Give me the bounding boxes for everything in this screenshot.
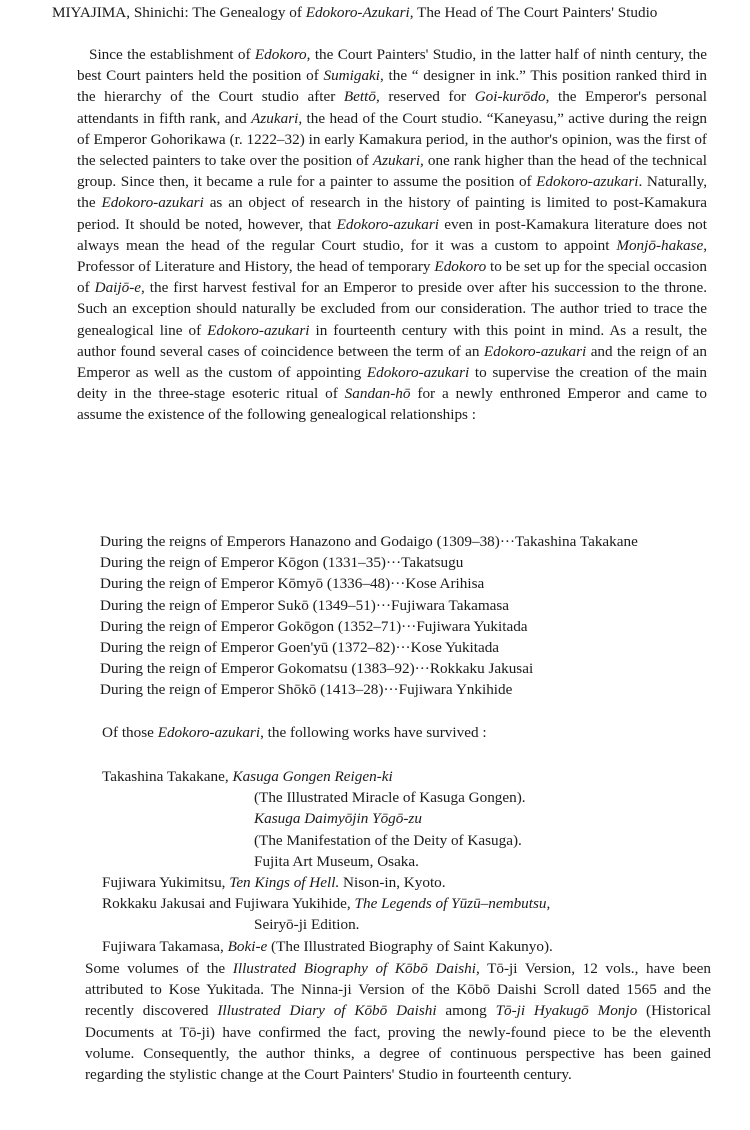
italic-term: The Legends of Yūzū–nembutsu [354,895,547,913]
works-intro [102,722,702,743]
italic-term: Bettō [343,88,376,106]
article-title: MIYAJIMA, Shinichi: The Genealogy of Edokoro-Azukari, The Head of The Court Painters' Studio [52,4,658,21]
text-run: , the following works have survived : [260,724,487,741]
italic-term: Illustrated Biography of Kōbō Daishi [232,960,476,977]
italic-term: Illustrated Diary of Kōbō Daishi [217,1002,437,1020]
text-run: , reserved for [375,88,475,106]
reign-item: During the reign of Emperor Shōkō (1413–28)···Fujiwara Ynkihide [100,681,513,699]
reign-item: During the reign of Emperor Gokomatsu (1383–92)···Rokkaku Jakusai [100,660,534,678]
text-run: to be set up for the special occasion of [77,258,707,297]
work-entry [102,787,702,808]
text-run: Seiryō-ji Edition. [254,916,360,934]
italic-term: Edokoro-azukari [207,321,310,339]
text-run: (The Illustrated Miracle of Kasuga Gongen). [254,789,526,807]
text-run: , Tō-ji Version, 12 vols., have been attributed to Kose Yukitada. The Ninna-ji Version of the Kōbō Daishi Scroll dated 1565 and the recently discovered [85,960,711,1020]
text-run: Fujiwara Yukimitsu, [102,874,230,892]
text-run: to supervise the creation of the main deity in the three-stage esoteric ritual of [77,364,707,403]
italic-term: Edokoro-azukari [483,342,587,360]
conclusion-paragraph [85,958,711,1085]
italic-term: Goi-kurōdo [474,88,546,106]
text-run: and the reign of an Emperor as well as the custom of appointing [77,342,707,382]
text-run: Rokkaku Jakusai and Fujiwara Yukihide, [102,895,355,913]
reign-item: During the reign of Emperor Kōmyō (1336–48)···Kose Arihisa [100,575,485,593]
italic-term: Edokoro [254,46,307,63]
work-entry [102,830,702,851]
abstract-body [77,44,707,426]
italic-term: Edokoro-azukari [157,724,261,741]
italic-term: Sandan-hō [344,385,411,403]
reign-item: During the reign of Emperor Gokōgon (1352–71)···Fujiwara Yukitada [100,617,528,635]
work-entry [102,872,702,893]
reign-item: During the reigns of Emperors Hanazono and Godaigo (1309–38)···Takashina Takakane [100,533,638,550]
text-run: one rank higher than the head of the technical group. Since then, it became a rule for a painter to assume the position of [77,152,707,191]
text-run: among [436,1002,496,1020]
reign-item: During the reign of Emperor Kōgon (1331–35)···Takatsugu [100,554,464,572]
text-run: (Historical Documents at Tō-ji) have confirmed the fact, proving the newly-found piece to be the eleventh volume. Consequently, the author thinks, a degree of continuous perspective has been gained regarding the stylistic change at the Court Painters' Studio in fourteenth century. [85,1002,711,1084]
text-run: even in post-Kamakura literature does not always mean the head of the regular Court studio, for it was a custom to appoint [77,215,707,254]
italic-term: Azukari, [372,152,424,170]
text-run: Since the establishment of [89,46,255,63]
work-entry [102,766,702,787]
text-run: , the head of the Court studio. “Kaneyasu,” active during the reign of Emperor Gohorikawa (r. 1222–32) in early Kamakura period, in the author's opinion, was the first of the selected painters to take over the position of [77,109,708,170]
text-run: in fourteenth century with this point in mind. As a result, the author found several cases of coincidence between the term of an [77,321,707,360]
work-entry [102,851,702,872]
italic-term: Kasuga Gongen Reigen-ki [232,768,393,785]
work-entry [102,808,702,829]
author-name: MIYAJIMA, Shinichi [52,4,185,21]
text-run: Fujiwara Takamasa, [102,937,228,955]
italic-term: Edokoro [434,258,487,276]
text-run: Takashina Takakane, [102,768,233,785]
work-entry [102,893,702,914]
text-run: , the first harvest festival for an Emperor to preside over after his succession to the throne. Such an exception should naturally be excluded from our consideration. The author tried to trace the genealogical line of [77,279,707,339]
reign-item: During the reign of Emperor Sukō (1349–51)···Fujiwara Takamasa [100,596,510,614]
italic-term: Edokoro-azukari [366,364,470,382]
text-run: , Professor of Literature and History, the head of temporary [77,236,707,276]
text-run: Some volumes of the [85,960,233,977]
italic-term: Edokoro-azukari [536,173,639,191]
text-run: (The Manifestation of the Deity of Kasuga). [254,831,522,849]
italic-term: Sumigaki [323,67,381,85]
italic-term: Tō-ji Hyakugō Monjo [495,1002,638,1020]
italic-term: Monjō-hakase [616,236,704,254]
reign-list [100,531,720,701]
text-run: Of those [102,724,158,741]
text-run: Fujita Art Museum, Osaka. [254,852,419,870]
text-run: , the Court Painters' Studio, in the latter half of ninth century, the best Court painters held the position of [77,46,707,85]
text-run: . Naturally, the [77,173,707,212]
italic-term: Edokoro-azukari [336,215,439,233]
text-run: , [546,895,551,913]
italic-term: Azukari [251,109,299,127]
reign-item: During the reign of Emperor Goen'yū (1372–82)···Kose Yukitada [100,639,500,657]
text-run: as an object of research in the history of painting is limited to post-Kamakura period. It should be noted, however, that [77,194,707,233]
text-run: for a newly enthroned Emperor and came to assume the existence of the following genealogical relationships : [77,385,707,424]
abstract-paragraph [77,44,707,426]
italic-term: Ten Kings of Hell. [229,874,340,892]
text-run: Nison-in, Kyoto. [339,874,446,892]
text-run: (The Illustrated Biography of Saint Kakunyo). [267,937,553,955]
italic-term: Kasuga Daimyōjin Yōgō-zu [254,810,422,828]
text-run: , the Emperor's personal attendants in fifth rank, and [77,88,707,127]
italic-term: Boki-e [227,937,268,955]
work-entry [102,914,702,935]
works-list [102,766,702,957]
text-run: , the “ designer in ink.” This position ranked third in the hierarchy of the Court studio after [77,67,708,106]
italic-term: Edokoro-azukari [101,194,204,212]
work-entry [102,936,702,957]
italic-term: Daijō-e [94,279,142,297]
